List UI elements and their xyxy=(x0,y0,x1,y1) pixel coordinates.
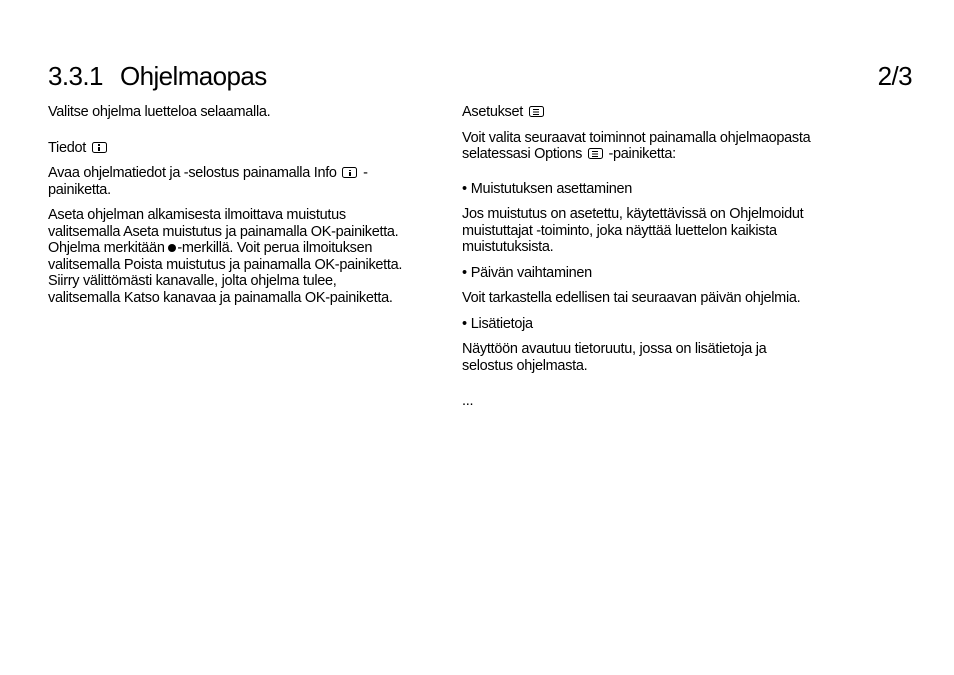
reminder-dot-icon xyxy=(168,244,176,252)
asetukset-p1-line-b2: -painiketta: xyxy=(608,146,676,162)
item2-description xyxy=(462,290,852,307)
bullet-icon: • xyxy=(462,315,467,332)
item1-line-c: muistutuksista. xyxy=(462,239,554,255)
page-header xyxy=(48,58,912,94)
tiedot-paragraph-1 xyxy=(48,165,438,198)
tiedot-p2-line-f: valitsemalla Katso kanavaa ja painamalla OK-painiketta. xyxy=(48,289,393,306)
page-title: Ohjelmaopas xyxy=(120,61,267,91)
tiedot-paragraph-2 xyxy=(48,207,438,306)
item1-description xyxy=(462,206,852,256)
asetukset-heading-label: Asetukset xyxy=(462,104,523,120)
tiedot-p2-line-d: valitsemalla Poista muistutus ja painamalla OK-painiketta. xyxy=(48,256,403,273)
item3-line-a: Näyttöön avautuu tietoruutu, jossa on lisätietoja ja xyxy=(462,341,767,357)
tiedot-p2-line-a: Aseta ohjelman alkamisesta ilmoittava muistutus xyxy=(48,207,346,223)
item1-title: Muistutuksen asettaminen xyxy=(470,180,633,197)
tiedot-p1-line-a: Avaa ohjelmatiedot ja -selostus painamalla Info xyxy=(48,165,337,181)
item3-line-b: selostus ohjelmasta. xyxy=(462,357,588,374)
tiedot-p1-line-b: - xyxy=(363,165,368,181)
asetukset-paragraph xyxy=(462,130,852,163)
item2-line-a: Voit tarkastella edellisen tai seuraavan päivän ohjelmia. xyxy=(462,290,801,306)
page-counter: 2/3 xyxy=(877,61,912,91)
tiedot-p2-line-c2: -merkillä. Voit perua ilmoituksen xyxy=(177,240,373,256)
list-item xyxy=(462,316,852,333)
section-number: 3.3.1 xyxy=(48,61,103,91)
right-column xyxy=(462,104,852,410)
bullet-icon: • xyxy=(462,180,467,197)
tiedot-p2-line-c1: Ohjelma merkitään xyxy=(48,240,165,256)
tiedot-heading xyxy=(48,140,438,157)
item1-line-b: muistuttajat -toiminto, joka näyttää luettelon kaikista xyxy=(462,222,777,239)
left-column xyxy=(48,104,438,306)
tiedot-heading-label: Tiedot xyxy=(48,139,86,156)
bullet-icon: • xyxy=(462,264,467,281)
asetukset-p1-line-b1: selatessasi Options xyxy=(462,146,583,162)
list-item xyxy=(462,181,852,198)
item3-title: Lisätietoja xyxy=(470,315,533,332)
item1-line-a: Jos muistutus on asetettu, käytettävissä on Ohjelmoidut xyxy=(462,206,804,222)
continuation-marker: ... xyxy=(462,393,474,409)
tiedot-p1-line-c: painiketta. xyxy=(48,181,111,198)
tiedot-p2-line-b: valitsemalla Aseta muistutus ja painamalla OK-painiketta. xyxy=(48,223,399,240)
asetukset-p1-line-a: Voit valita seuraavat toiminnot painamalla ohjelmaopasta xyxy=(462,129,811,146)
info-icon xyxy=(342,167,357,178)
options-icon xyxy=(588,148,603,159)
asetukset-heading xyxy=(462,104,852,121)
intro-text: Valitse ohjelma luetteloa selaamalla. xyxy=(48,104,271,120)
tiedot-p2-line-e: Siirry välittömästi kanavalle, jolta ohjelma tulee, xyxy=(48,273,337,289)
item2-title: Päivän vaihtaminen xyxy=(470,264,592,281)
options-icon xyxy=(529,106,544,117)
info-icon xyxy=(92,142,107,153)
item3-description xyxy=(462,341,852,374)
list-item xyxy=(462,265,852,282)
